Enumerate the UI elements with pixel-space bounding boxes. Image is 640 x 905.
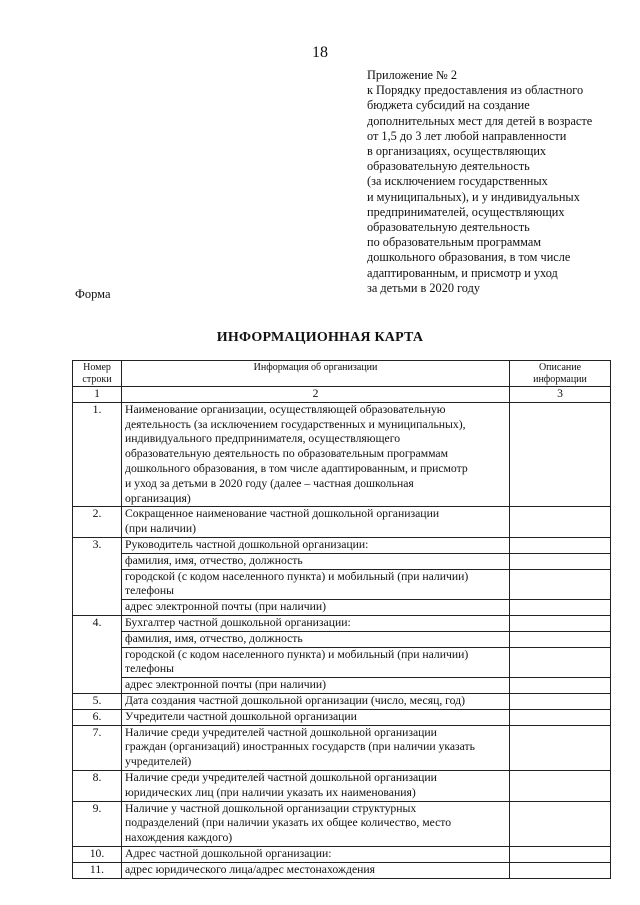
page-number: 18 — [312, 44, 328, 61]
table-row — [73, 725, 611, 770]
header-row-number: Номер строки — [73, 361, 122, 387]
row-number: 6. — [73, 709, 122, 725]
row-number: 10. — [73, 846, 122, 862]
row-number: 9. — [73, 801, 122, 846]
appendix-line: образовательную деятельность — [367, 220, 530, 235]
row-description-cell[interactable] — [510, 846, 611, 862]
row-number: 5. — [73, 693, 122, 709]
row-text: Дата создания частной дошкольной организации (число, месяц, год) — [122, 693, 510, 709]
row-description-cell[interactable] — [510, 553, 611, 569]
table-row — [73, 709, 611, 725]
appendix-line: адаптированным, и присмотр и уход — [367, 265, 558, 280]
row-description-cell[interactable] — [510, 631, 611, 647]
appendix-caption — [367, 68, 629, 296]
appendix-line: к Порядку предоставления из областного — [367, 83, 584, 98]
row-text: адрес юридического лица/адрес местонахождения — [122, 862, 510, 878]
form-label: Форма — [75, 287, 111, 301]
subrow-text: городской (с кодом населенного пункта) и мобильный (при наличии) телефоны — [122, 569, 510, 600]
row-number: 8. — [73, 770, 122, 801]
appendix-line: бюджета субсидий на создание — [367, 98, 530, 113]
appendix-line: предпринимателей, осуществляющих — [367, 204, 565, 219]
subrow-text: фамилия, имя, отчество, должность — [122, 631, 510, 647]
table-row — [73, 402, 611, 507]
row-description-cell[interactable] — [510, 770, 611, 801]
row-number: 7. — [73, 725, 122, 770]
subrow-text: фамилия, имя, отчество, должность — [122, 553, 510, 569]
table-subrow — [73, 678, 611, 694]
table-row — [73, 770, 611, 801]
row-description-cell[interactable] — [510, 507, 611, 538]
appendix-line: по образовательным программам — [367, 235, 542, 250]
row-text: Руководитель частной дошкольной организации: — [122, 537, 510, 553]
appendix-line: за детьми в 2020 году — [367, 280, 481, 295]
index-cell: 2 — [122, 387, 510, 403]
row-number: 3. — [73, 537, 122, 615]
row-description-cell[interactable] — [510, 725, 611, 770]
row-description-cell[interactable] — [510, 693, 611, 709]
index-cell: 1 — [73, 387, 122, 403]
table-row — [73, 862, 611, 878]
row-description-cell[interactable] — [510, 600, 611, 616]
subrow-text: городской (с кодом населенного пункта) и мобильный (при наличии) телефоны — [122, 647, 510, 678]
table-subrow — [73, 553, 611, 569]
row-description-cell[interactable] — [510, 709, 611, 725]
row-number: 1. — [73, 402, 122, 507]
table-subrow — [73, 647, 611, 678]
row-description-cell[interactable] — [510, 647, 611, 678]
row-text: Наличие среди учредителей частной дошкольной организации граждан (организаций) иностранных государств (при наличии указать учредителей) — [122, 725, 510, 770]
row-text: Наличие у частной дошкольной организации структурных подразделений (при наличии указать их общее количество, место нахождения каждого) — [122, 801, 510, 846]
info-table — [72, 360, 611, 879]
row-number: 4. — [73, 615, 122, 693]
table-row — [73, 693, 611, 709]
row-description-cell[interactable] — [510, 569, 611, 600]
page-title: ИНФОРМАЦИОННАЯ КАРТА — [216, 330, 424, 345]
subrow-text: адрес электронной почты (при наличии) — [122, 600, 510, 616]
header-description: Описание информации — [510, 361, 611, 387]
table-subrow — [73, 631, 611, 647]
row-text: Бухгалтер частной дошкольной организации: — [122, 615, 510, 631]
row-description-cell[interactable] — [510, 537, 611, 553]
row-number: 11. — [73, 862, 122, 878]
row-number: 2. — [73, 507, 122, 538]
appendix-line: дополнительных мест для детей в возрасте — [367, 113, 593, 128]
table-row — [73, 507, 611, 538]
row-description-cell[interactable] — [510, 801, 611, 846]
appendix-line: дошкольного образования, в том числе — [367, 250, 571, 265]
appendix-line: Приложение № 2 — [367, 68, 458, 82]
row-description-cell[interactable] — [510, 678, 611, 694]
row-description-cell[interactable] — [510, 402, 611, 507]
row-description-cell[interactable] — [510, 862, 611, 878]
appendix-line: (за исключением государственных — [367, 174, 548, 189]
row-text: Сокращенное наименование частной дошкольной организации (при наличии) — [122, 507, 510, 538]
table-row — [73, 801, 611, 846]
appendix-line: в организациях, осуществляющих — [367, 144, 547, 159]
subrow-text: адрес электронной почты (при наличии) — [122, 678, 510, 694]
table-row — [73, 846, 611, 862]
table-header-row — [73, 361, 611, 387]
appendix-line: от 1,5 до 3 лет любой направленности — [367, 128, 567, 143]
index-row — [73, 387, 611, 403]
index-cell: 3 — [510, 387, 611, 403]
table-row — [73, 615, 611, 631]
row-text: Адрес частной дошкольной организации: — [122, 846, 510, 862]
header-info: Информация об организации — [122, 361, 510, 387]
table-row — [73, 537, 611, 553]
row-text: Наименование организации, осуществляющей образовательную деятельность (за исключением государственных и муниципальных), индивидуального предпринимателя, осуществляющего образовательную деятельность по образовательным программам дошкольного образования, в том числе адаптированным, и присмотр и уход за детьми в 2020 году (далее – частная дошкольная организация) — [122, 402, 510, 507]
table-subrow — [73, 600, 611, 616]
row-text: Учредители частной дошкольной организации — [122, 709, 510, 725]
table-subrow — [73, 569, 611, 600]
row-text: Наличие среди учредителей частной дошкольной организации юридических лиц (при наличии указать их наименования) — [122, 770, 510, 801]
row-description-cell[interactable] — [510, 615, 611, 631]
appendix-line: образовательную деятельность — [367, 159, 530, 174]
appendix-line: и муниципальных), и у индивидуальных — [367, 189, 580, 204]
